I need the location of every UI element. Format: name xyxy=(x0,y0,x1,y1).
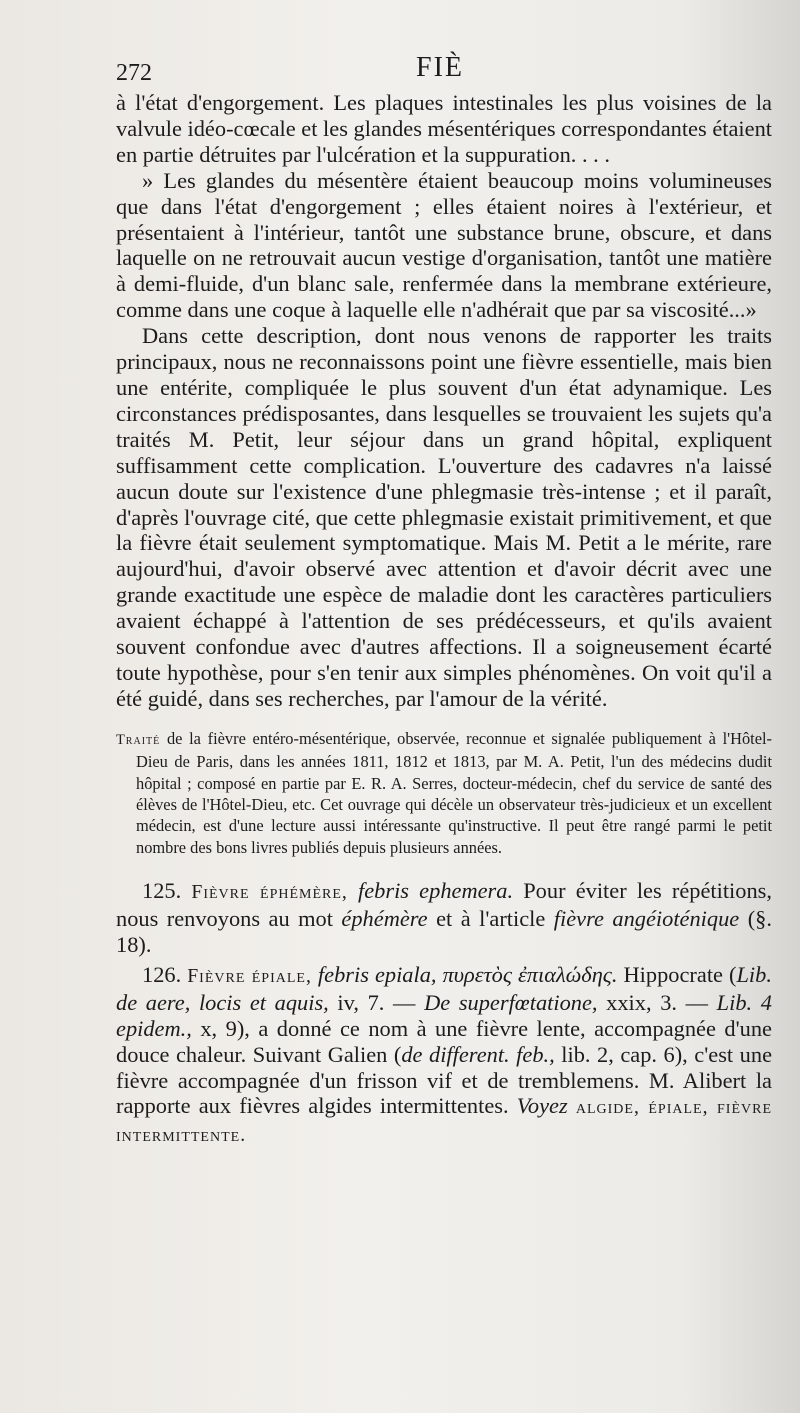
article-126-greek: πυρετὸς ἐπιαλώδης. xyxy=(442,961,618,987)
article-126-source-1: Lib. de aere, locis et aquis, xyxy=(116,961,772,1015)
paragraph-engorgement: à l'état d'engorgement. Les plaques intestinales les plus voisines de la valvule idéo-cœcale et les glandes mésentériques correspondantes étaient en partie détruites par l'ulcération et la suppuration. . . . xyxy=(116,90,772,167)
article-126-t1: Hippocrate ( xyxy=(623,961,737,987)
article-126-term: Fièvre épiale, xyxy=(187,964,312,987)
article-126-source-4: de different. feb., xyxy=(401,1041,555,1067)
article-126-source-2: De superfœtatione, xyxy=(424,989,598,1015)
page-header xyxy=(116,46,772,90)
article-126-source-3: Lib. 4 epidem., xyxy=(116,989,772,1041)
article-126 xyxy=(116,962,772,1149)
article-125-latin: febris ephemera. xyxy=(358,878,514,904)
article-126-t5: lib. 2, cap. 6), c'est une fièvre accompagnée d'un frisson vif et de tremblemens. M. Alibert la rapporte aux fièvres algides intermittentes. xyxy=(116,1041,773,1119)
bibliographic-note xyxy=(116,728,772,858)
note-title: Traité xyxy=(116,731,161,748)
article-125-text-c: (§. 18). xyxy=(116,906,772,957)
article-125-text-b: et à l'article xyxy=(436,906,546,932)
article-125-ref-fievre: fièvre angéioténique xyxy=(553,906,740,932)
article-126-latin: febris epiala, xyxy=(317,961,437,987)
article-125 xyxy=(116,878,772,958)
running-title: FIÈ xyxy=(416,52,464,83)
article-126-t3: xxix, 3. — xyxy=(606,989,709,1015)
page-number: 272 xyxy=(116,60,152,86)
article-126-t4: x, 9), a donné ce nom à une fièvre lente, accompagnée d'une douce chaleur. Suivant Galien ( xyxy=(116,1015,772,1067)
paragraph-glandes: » Les glandes du mésentère étaient beaucoup moins volumineuses que dans l'état d'engorgement ; elles étaient noires à l'extérieur, et présentaient à l'intérieur, tantôt une substance brune, obscure, et dans laquelle on ne retrouvait aucun vestige d'organisation, tantôt une matière à demi-fluide, d'un blanc sale, renfermée dans la membrane extérieure, comme dans une coque à laquelle elle n'adhérait que par sa viscosité...» xyxy=(116,167,772,323)
article-126-voyez: Voyez xyxy=(516,1093,568,1119)
article-126-t2: iv, 7. — xyxy=(337,989,416,1015)
article-125-ref-ephemere: éphémère xyxy=(341,906,428,932)
article-125-number: 125. xyxy=(142,878,182,904)
note-text: de la fièvre entéro-mésentérique, observée, reconnue et signalée publiquement à l'Hôtel-Dieu de Paris, dans les années 1811, 1812 et 1813, par M. A. Petit, l'un des médecins dudit hôpital ; composé en partie par E. R. A. Serres, docteur-médecin, chef du service de santé des élèves de l'Hôtel-Dieu, etc. Cet ouvrage qui décèle un observateur très-judicieux et un excellent médecin, est d'une lecture aussi intéressante qu'instructive. Il peut être rangé parmi le petit nombre des bons livres publiés depuis plusieurs années. xyxy=(136,728,772,857)
article-125-text-a: Pour éviter les répétitions, nous renvoyons au mot xyxy=(116,878,772,932)
article-125-term: Fièvre éphémère, xyxy=(191,881,348,904)
article-126-cross-references: algide, épiale, fièvre intermittente. xyxy=(116,1096,772,1147)
paragraph-description: Dans cette description, dont nous venons de rapporter les traits principaux, nous ne reconnaissons point une fièvre essentielle, mais bien une entérite, compliquée le plus souvent d'un état adynamique. Les circonstances prédisposantes, dans lesquelles se trouvaient les sujets qu'a traités M. Petit, leur séjour dans un grand hôpital, expliquent suffisamment cette complication. L'ouverture des cadavres n'a laissé aucun doute sur l'existence d'une phlegmasie très-intense ; et il paraît, d'après l'ouvrage cité, que cette phlegmasie existait primitivement, et que la fièvre était seulement symptomatique. Mais M. Petit a le mérite, rare aujourd'hui, d'avoir observé avec attention et d'avoir décrit avec une grande exactitude une espèce de maladie dont les caractères particuliers avaient échappé à l'attention de ses prédécesseurs, et qu'ils avaient souvent confondue avec d'autres affections. Il a soigneusement écarté toute hypothèse, pour s'en tenir aux simples phénomènes. On voit qu'il a été guidé, dans ses recherches, par l'amour de la vérité. xyxy=(116,323,772,711)
article-126-number: 126. xyxy=(142,961,182,987)
